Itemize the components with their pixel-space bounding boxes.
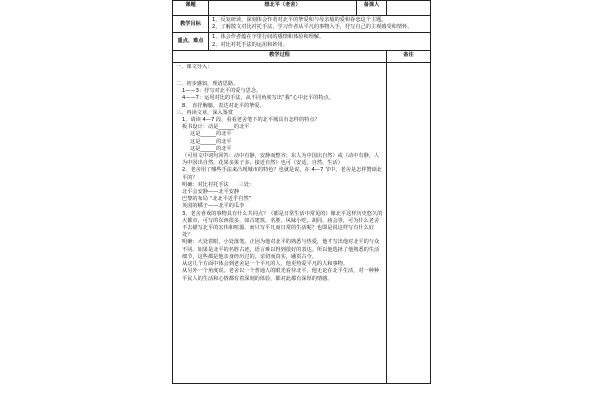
process-paragraph: 二、初步感知，理清思路。	[176, 81, 239, 88]
process-paragraph: 明确：大处着眼，小处落笔。正因为他对北平的熟悉与热爱，他才写出他对北平的与众不同。如果是北平的名胜古迹，语言难以得到很好的表达。所以他选择了他熟悉的生活细节，这些都是他亲身经历过的，亲切而真实，融贯古今。	[182, 239, 380, 260]
process-content	[173, 62, 387, 383]
process-paragraph: 这是______的北平	[190, 145, 232, 152]
process-paragraph: 板书设计：动是______的北平	[182, 124, 250, 131]
goals-label: 教学目标	[173, 16, 209, 33]
process-paragraph: 1、请读 4—7 段，看看老舍笔下的北平城具有怎样的特点？	[182, 117, 320, 124]
process-header-row	[173, 50, 431, 62]
process-paragraph: 从这几个方面中体会到老舍是一个平凡的人，他更热爱平凡的人和事物。	[182, 261, 349, 268]
process-paragraph: （可用文中词句回答：动中有静，安静而整齐；东人为中国出自然）或（动中有静，人为中国出自然，花果多果子多，接近自然）也可（安适，自然，生活）	[182, 153, 380, 167]
process-paragraph: 英国的橘子——北平的瓜李	[182, 203, 245, 210]
process-paragraph: 这是______的北平	[190, 138, 232, 145]
process-title: 教学过程	[173, 50, 387, 62]
process-paragraph: 巴黎的布局 “北北平近乎自然”	[182, 196, 252, 203]
process-paragraph: 这是______的北平	[190, 131, 232, 138]
lesson-plan-table	[172, 0, 431, 384]
goals-row	[173, 16, 431, 33]
process-paragraph: 北平会安静——北平安静	[182, 189, 240, 196]
keypoint-item: 2、对比衬托手法的运用和妙用。	[212, 41, 288, 48]
process-paragraph: 明确：对比衬托手法 三处：	[182, 181, 255, 188]
prep-label: 备课人	[357, 1, 387, 16]
prep-value	[387, 1, 431, 16]
notes-content	[387, 62, 431, 383]
topic-value: 想北平（老舍）	[209, 1, 357, 16]
goals-content	[209, 16, 431, 33]
process-paragraph: 三、再读文章，深入鉴赏	[176, 109, 234, 116]
notes-title: 备注	[387, 50, 431, 62]
process-paragraph: 4——7：运用对比的手法，从不同角度写出“我”心中北平的特点。	[182, 95, 335, 102]
process-row	[173, 62, 431, 383]
keypoints-row	[173, 33, 431, 50]
goal-item: 1、反复研读，深刻体会作者对北平的挚爱和与母亲般的爱和眷恋这个主题。	[212, 17, 387, 23]
header-row	[173, 1, 431, 16]
process-body	[176, 64, 383, 382]
lesson-plan-page	[172, 0, 430, 400]
process-paragraph: 一、课文导入：	[176, 63, 213, 70]
topic-label: 课题	[173, 1, 209, 16]
process-paragraph: 3、老舍喜欢的事物具有什么共同点？（都是日常生活中常见的）像北平这样历史悠久的大都市，可写的东西很多，如古建筑、名胜、风味小吃、胡同、庙会等，可为什么老舍不去描写北平的宏伟和喧嚣，而只写平凡而日常的生活呢？也即是说这样写有什么好处？	[182, 210, 383, 239]
keypoints-content	[209, 33, 431, 50]
process-paragraph: 1——3：抒写对北平的爱与思念。	[182, 88, 262, 95]
keypoint-item: 1、体会作者蕴在字里行间的感情和体验和理解。	[212, 34, 325, 41]
process-paragraph: 8、 直抒胸臆，表达对北平的挚爱。	[182, 102, 265, 109]
goal-item: 2、了解散文对比衬托手法，学习作者从平凡的事物入手，抒写自己的主观感受和情怀。	[212, 24, 413, 31]
keypoints-label: 重点、难点	[173, 33, 209, 50]
process-paragraph: 2、老舍用了哪些手法来凸现城市的特色？也就是说，在 4—7 节中，老舍是怎样赞颂北平的？	[182, 167, 382, 181]
process-paragraph: 从另外一个角度说，老舍以一个普通人的眼光看待北平，他无论在北平生活，对一种种平民人的生活和心情都有着深刻的体验，都对此都有深厚的情感。	[182, 268, 380, 282]
